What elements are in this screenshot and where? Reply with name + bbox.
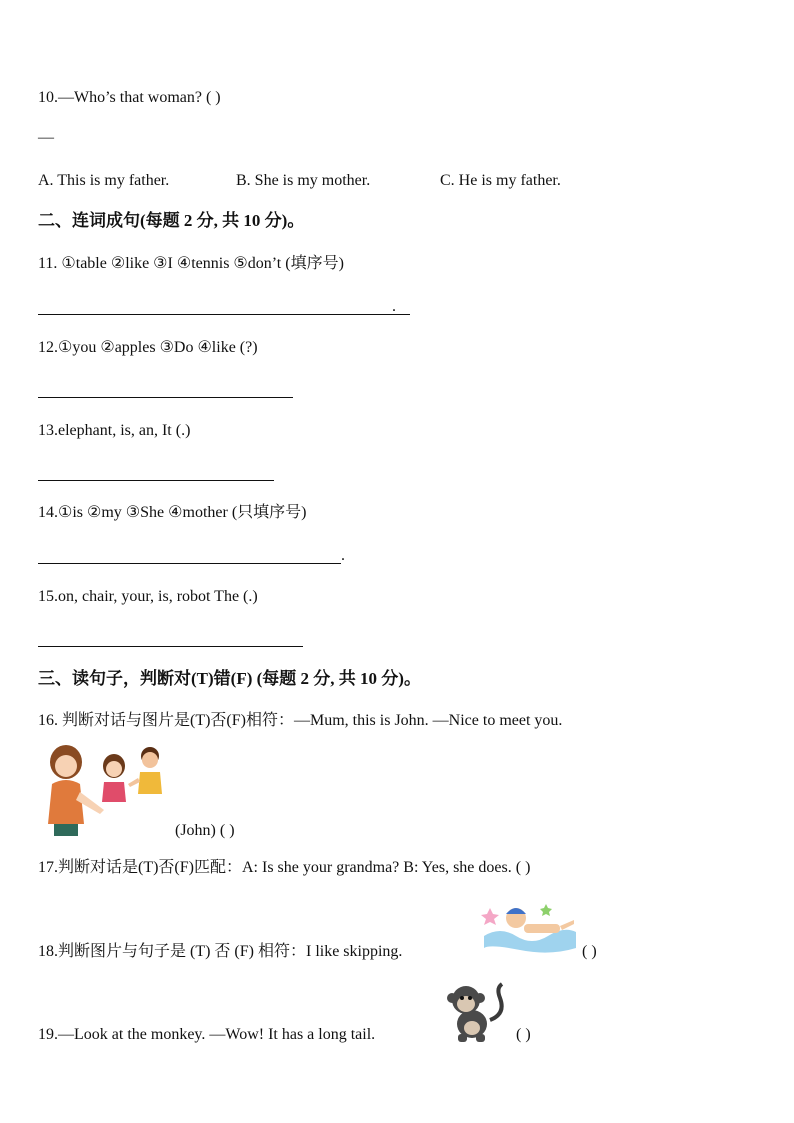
section3-heading: 三、读句子，判断对(T)错(F) (每题 2 分, 共 10 分)。 [38, 669, 421, 688]
q14-answer-line[interactable] [38, 563, 341, 564]
q14-period: . [341, 547, 345, 564]
q11-prompt: 11. ①table ②like ③I ④tennis ⑤don’t (填序号) [38, 255, 344, 272]
q16-caption: (John) ( ) [175, 822, 235, 839]
q11-period: . [392, 298, 396, 315]
family-illustration [36, 744, 176, 836]
q10-answer-dash: — [38, 129, 54, 146]
q10-option-c: C. He is my father. [440, 172, 561, 189]
q13-prompt: 13.elephant, is, an, It (.) [38, 422, 191, 439]
q12-answer-line[interactable] [38, 397, 293, 398]
monkey-illustration [442, 980, 506, 1044]
q19-prompt: 19.—Look at the monkey. —Wow! It has a long tail. [38, 1026, 376, 1043]
q15-answer-line[interactable] [38, 646, 303, 647]
section2-heading: 二、连词成句(每题 2 分, 共 10 分)。 [38, 211, 305, 230]
swimmer-illustration [480, 898, 576, 956]
q10-question: 10.—Who’s that woman? ( ) [38, 89, 221, 106]
q14-prompt: 14.①is ②my ③She ④mother (只填序号) [38, 504, 307, 521]
q18-answer-paren: ( ) [582, 943, 597, 960]
q15-prompt: 15.on, chair, your, is, robot The (.) [38, 588, 258, 605]
q12-prompt: 12.①you ②apples ③Do ④like (?) [38, 339, 258, 356]
q19-answer-paren: ( ) [516, 1026, 531, 1043]
q13-answer-line[interactable] [38, 480, 274, 481]
q10-option-a: A. This is my father. [38, 172, 170, 189]
q16-prompt: 16. 判断对话与图片是(T)否(F)相符：—Mum, this is John. —Nice to meet you. [38, 712, 563, 729]
q18-prompt: 18.判断图片与句子是 (T) 否 (F) 相符：I like skipping. [38, 943, 403, 960]
q10-option-b: B. She is my mother. [236, 172, 371, 189]
q11-answer-line[interactable] [38, 314, 410, 315]
q17-prompt: 17.判断对话是(T)否(F)匹配：A: Is she your grandma? B: Yes, she does. ( ) [38, 859, 531, 876]
